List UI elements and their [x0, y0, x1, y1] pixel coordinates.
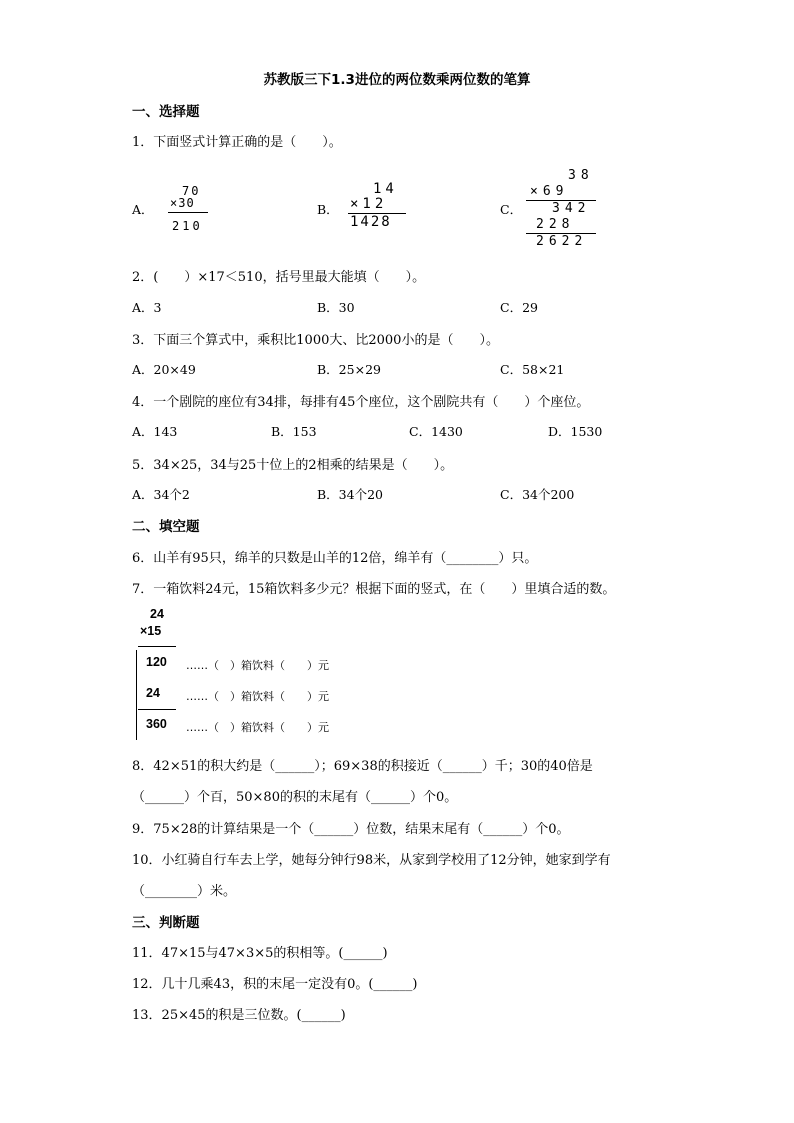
- q4-option-d: D．1530: [548, 424, 603, 439]
- question-1: 1．下面竖式计算正确的是（ ）。: [132, 135, 342, 150]
- q1-b-multiplicand: 14: [373, 181, 398, 197]
- q7-left-bar: [136, 650, 137, 740]
- q1-b-result: 1428: [350, 214, 392, 230]
- q5-option-a: A．34个2: [132, 487, 190, 502]
- q7-row-3-note: ……（ ）箱饮料（ ）元: [186, 721, 329, 734]
- q1-a-multiplicand: 70: [182, 184, 201, 198]
- question-3: 3．下面三个算式中，乘积比1000大、比2000小的是（ ）。: [132, 333, 499, 348]
- q1-a-result: 210: [172, 219, 203, 233]
- q7-row-3-number: 360: [146, 717, 167, 731]
- q2-option-c: C．29: [500, 300, 538, 315]
- q4-option-b: B．153: [271, 424, 317, 439]
- question-12: 12．几十几乘43，积的末尾一定没有0。(______): [132, 977, 418, 992]
- q3-option-a: A．20×49: [132, 362, 196, 377]
- q5-option-b: B．34个20: [317, 487, 383, 502]
- q3-option-b: B．25×29: [317, 362, 381, 377]
- q1-c-multiplier: ×69: [530, 184, 569, 199]
- q7-row-2-number: 24: [146, 686, 160, 700]
- q1-b-multiplier: ×12: [350, 196, 388, 212]
- q1-c-multiplicand: 38: [568, 168, 594, 183]
- q7-row-1-number: 120: [146, 655, 167, 669]
- q1-option-c-label: C．: [500, 202, 523, 217]
- question-13: 13．25×45的积是三位数。(______): [132, 1008, 346, 1023]
- question-11: 11．47×15与47×3×5的积相等。(______): [132, 946, 388, 961]
- q1-option-a-label: A．: [132, 202, 154, 217]
- q1-a-multiplier: ×30: [170, 196, 195, 210]
- question-7: 7．一箱饮料24元，15箱饮料多少元？根据下面的竖式，在（ ）里填合适的数。: [132, 582, 616, 597]
- q7-row-2-note: ……（ ）箱饮料（ ）元: [186, 690, 329, 703]
- q2-option-a: A．3: [132, 300, 162, 315]
- q7-multiplier: ×15: [140, 624, 162, 638]
- q5-option-c: C．34个200: [500, 487, 575, 502]
- question-5: 5．34×25，34与25十位上的2相乘的结果是（ ）。: [132, 458, 454, 473]
- q1-option-b-label: B．: [317, 202, 339, 217]
- q1-c-partial-2: 228: [536, 217, 575, 232]
- page-title: 苏教版三下1.3进位的两位数乘两位数的笔算: [263, 72, 531, 88]
- q1-c-partial-1: 342: [552, 201, 591, 216]
- question-2: 2．( ）×17＜510，括号里最大能填（ ）。: [132, 270, 426, 285]
- section-heading-judge: 三、判断题: [132, 915, 200, 931]
- question-10-line-2: （________）米。: [132, 884, 237, 899]
- q2-option-b: B．30: [317, 300, 355, 315]
- q4-option-c: C．1430: [409, 424, 463, 439]
- q3-option-c: C．58×21: [500, 362, 565, 377]
- question-4: 4．一个剧院的座位有34排，每排有45个座位，这个剧院共有（ ）个座位。: [132, 395, 590, 410]
- q7-rule-1: [138, 646, 176, 647]
- section-heading-fill: 二、填空题: [132, 519, 200, 535]
- question-8-line-1: 8．42×51的积大约是（______）；69×38的积接近（______）千；30的40倍是: [132, 759, 593, 774]
- question-10-line-1: 10．小红骑自行车去上学，她每分钟行98米，从家到学校用了12分钟，她家到学有: [132, 853, 611, 868]
- section-heading-choice: 一、选择题: [132, 104, 200, 120]
- q7-multiplicand: 24: [150, 607, 164, 621]
- q1-a-rule: [168, 212, 208, 213]
- question-9: 9．75×28的计算结果是一个（______）位数，结果末尾有（______）个0。: [132, 822, 570, 837]
- q7-rule-2: [138, 709, 176, 710]
- question-8-line-2: （______）个百，50×80的积的末尾有（______）个0。: [132, 790, 458, 805]
- q1-c-result: 2622: [536, 234, 588, 249]
- q4-option-a: A．143: [132, 424, 178, 439]
- q7-row-1-note: ……（ ）箱饮料（ ）元: [186, 659, 329, 672]
- question-6: 6．山羊有95只，绵羊的只数是山羊的12倍，绵羊有（________）只。: [132, 551, 538, 566]
